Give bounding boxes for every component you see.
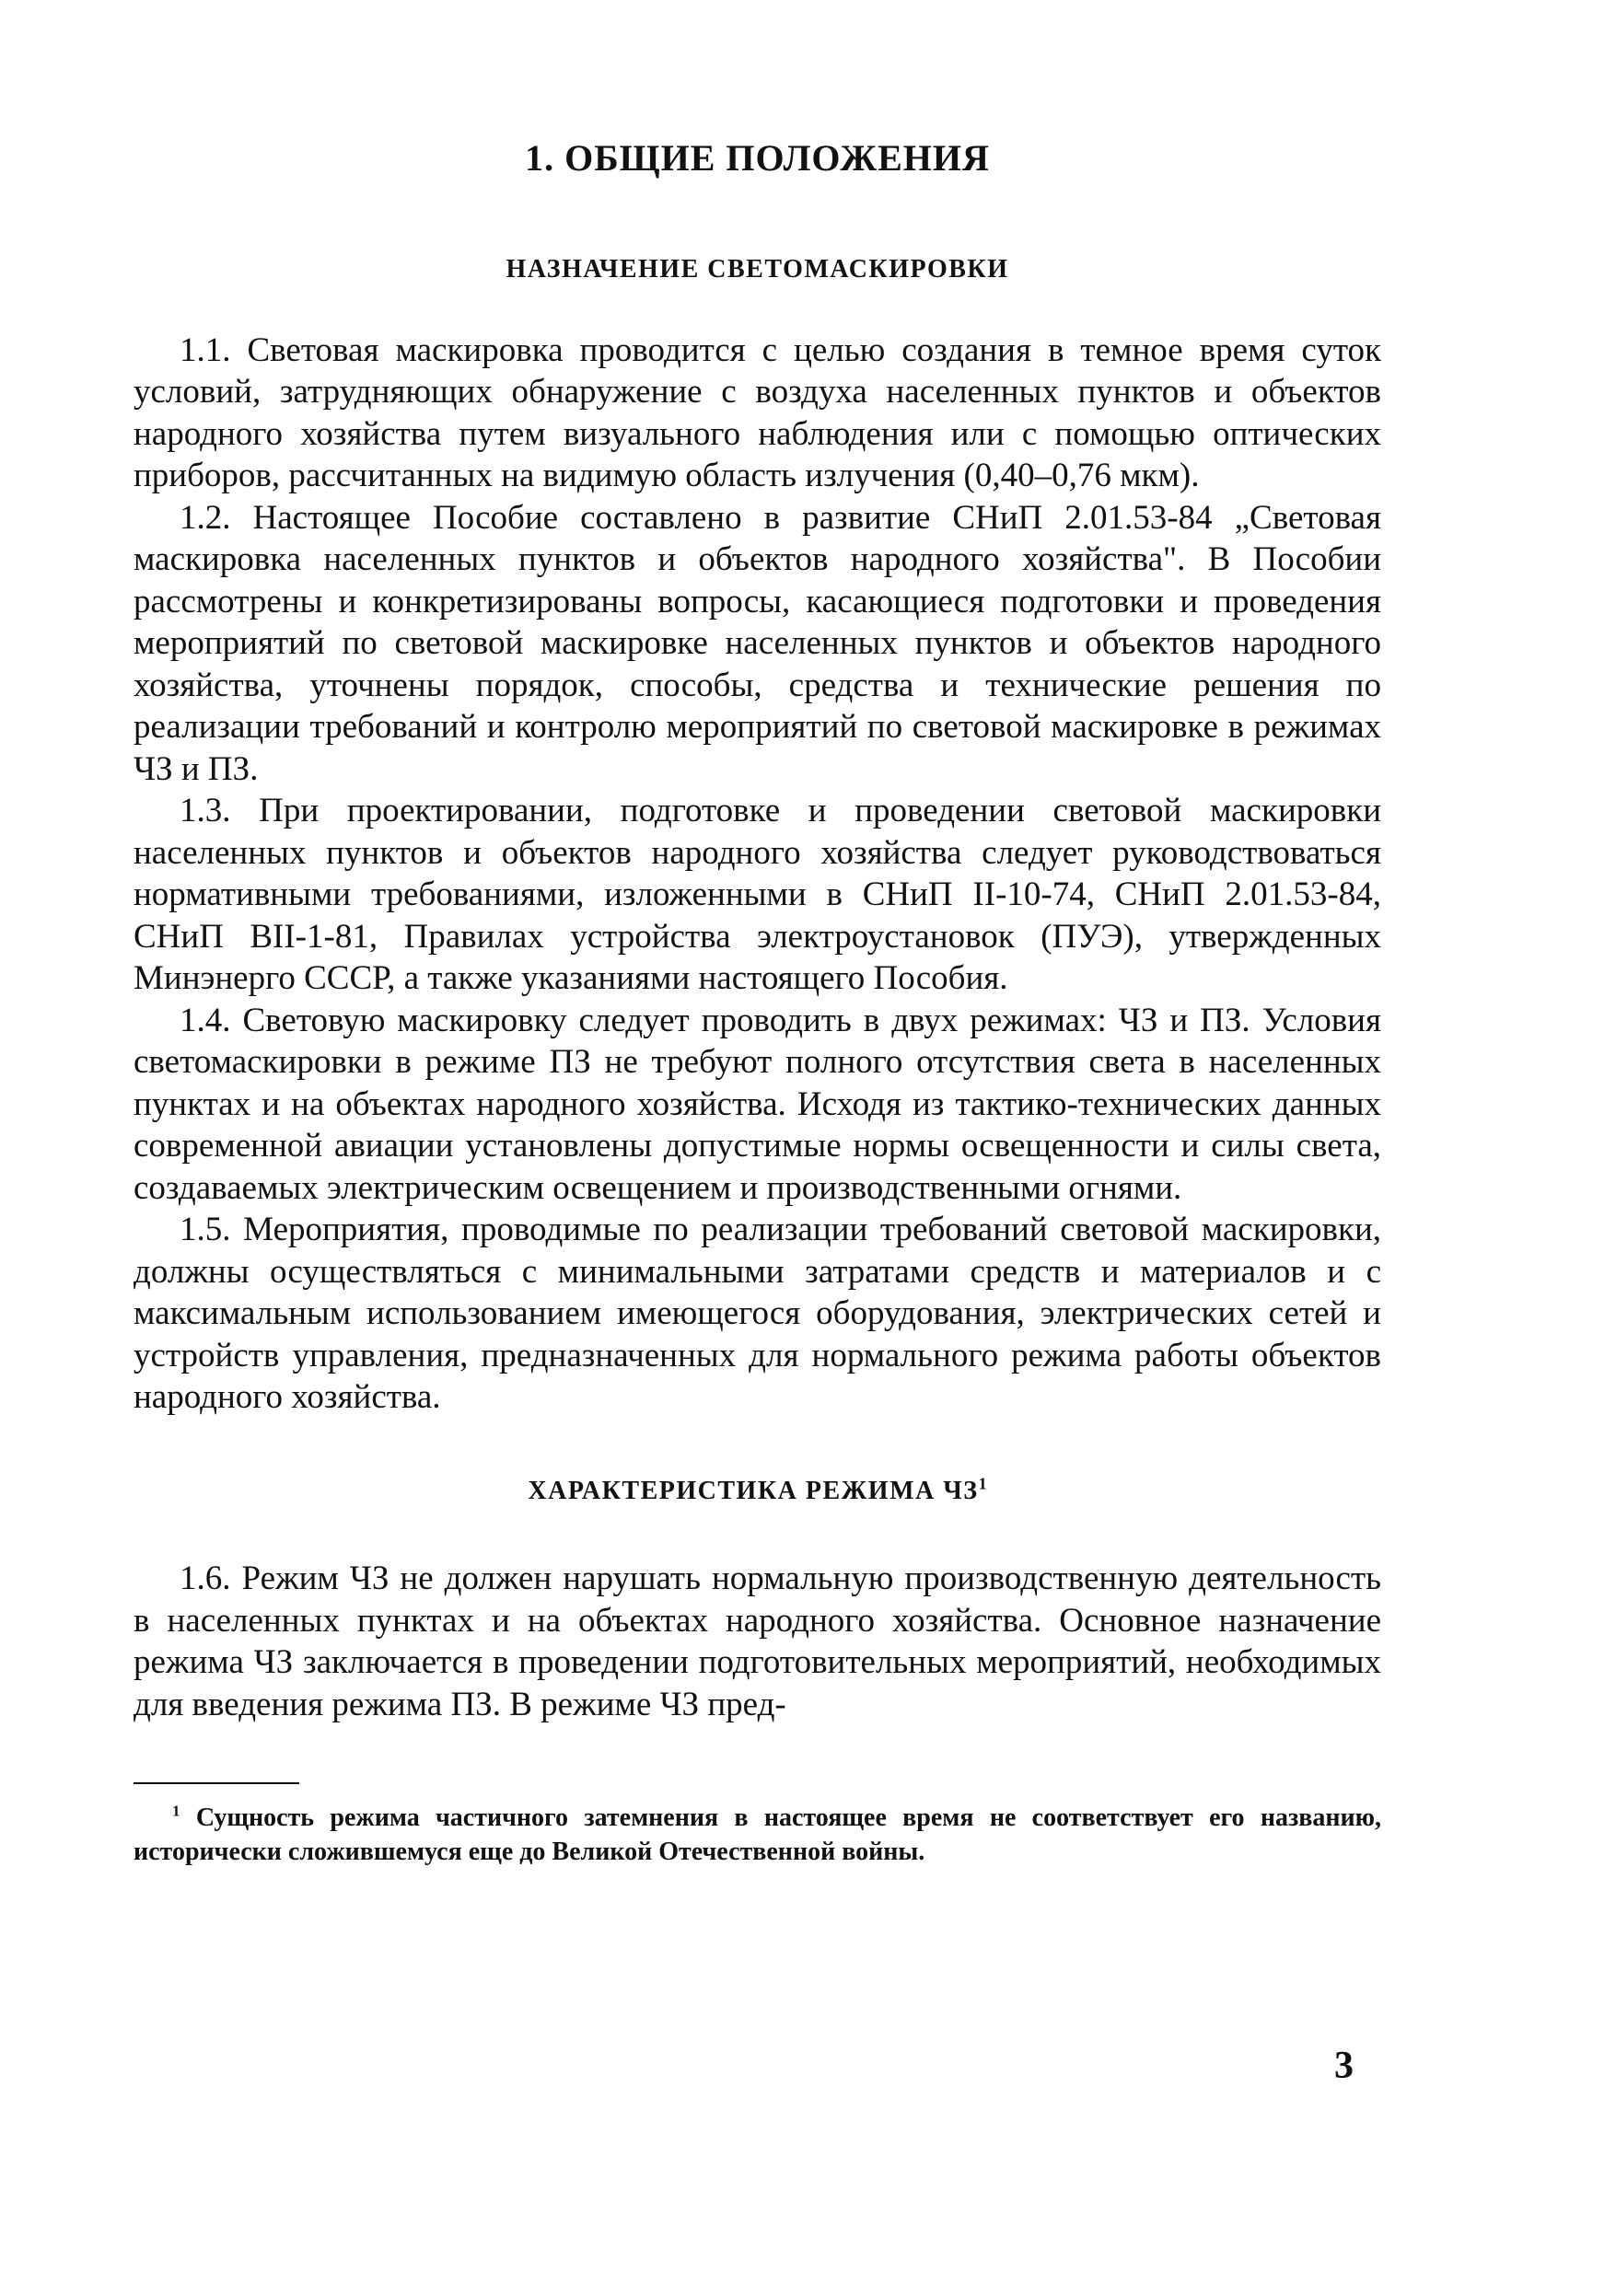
paragraph-1-6 <box>134 1558 1381 1725</box>
paragraph-text: Мероприятия, проводимые по реализации требований световой маскировки, должны осуществляться с минимальными затратами средств и материалов и с максимальным использованием имеющегося оборудования, электрических сетей и устройств управления, предназначенных для нормального режима работы объектов народного хозяйства. <box>134 1211 1381 1417</box>
paragraph-1-2 <box>134 497 1381 791</box>
footnote-reference: 1 <box>978 1474 987 1493</box>
footnote-text: Сущность режима частичного затемнения в настоящее время не соответствует его названию, исторически сложившемуся еще до Великой Отечественной войны. <box>134 1803 1382 1867</box>
footnote-divider <box>134 1782 299 1784</box>
paragraph-text: Световую маскировку следует проводить в двух режимах: ЧЗ и ПЗ. Условия светомаскировки в режиме ПЗ не требуют полного отсутствия света в населенных пунктах и на объектах народного хозяйства. Исходя из тактико-технических данных современной авиации установлены допустимые нормы освещенности и силы света, создаваемых электрическим освещением и производственными огнями. <box>134 1001 1381 1207</box>
footnote <box>134 1801 1381 1869</box>
paragraph-text: Световая маскировка проводится с целью создания в темное время суток условий, затрудняющих обнаружение с воздуха населенных пунктов и объектов народного хозяйства путем визуального наблюдения или с помощью оптических приборов, рассчитанных на видимую область излучения (0,40–0,76 мкм). <box>134 330 1382 495</box>
section-title-mode-cz <box>134 1476 1381 1507</box>
paragraph-text: При проектировании, подготовке и проведении световой маскировки населенных пунктов и объектов народного хозяйства следует руководствоваться нормативными требованиями, изложенными в СНиП II-10-74, СНиП 2.01.53-84, СНиП ВII-1-81, Правилах устройства электроустановок (ПУЭ), утвержденных Минэнерго СССР, а также указаниями настоящего Пособия. <box>134 792 1382 998</box>
section-title-purpose: НАЗНАЧЕНИЕ СВЕТОМАСКИРОВКИ <box>506 255 1009 284</box>
paragraph-number: 1.5. <box>180 1211 231 1249</box>
paragraph-number: 1.3. <box>180 792 231 830</box>
paragraph-number: 1.6. <box>180 1560 231 1598</box>
paragraph-text: Настоящее Пособие составлено в развитие СНиП 2.01.53-84 „Световая маскировка населенных пунктов и объектов народного хозяйства". В Пособии рассмотрены и конкретизированы вопросы, касающиеся подготовки и проведения мероприятий по световой маскировке населенных пунктов и объектов народного хозяйства, уточнены порядок, способы, средства и технические решения по реализации требований и контролю мероприятий по световой маскировке в режимах ЧЗ и ПЗ. <box>134 498 1381 788</box>
section-title-text: ХАРАКТЕРИСТИКА РЕЖИМА ЧЗ <box>528 1476 979 1505</box>
paragraph-number: 1.2. <box>180 498 231 537</box>
paragraph-1-1 <box>134 330 1381 497</box>
footnote-mark: 1 <box>172 1802 180 1820</box>
paragraph-number: 1.4. <box>180 1001 231 1039</box>
paragraph-1-4 <box>134 1000 1381 1210</box>
page-number: 3 <box>1334 2045 1354 2087</box>
paragraph-1-5 <box>134 1209 1381 1419</box>
paragraph-text: Режим ЧЗ не должен нарушать нормальную производственную деятельность в населенных пунктах и на объектах народного хозяйства. Основное назначение режима ЧЗ заключается в проведении подготовительных мероприятий, необходимых для введения режима ПЗ. В режиме ЧЗ пред- <box>134 1560 1382 1723</box>
document-page <box>134 138 1381 1869</box>
chapter-title: 1. ОБЩИЕ ПОЛОЖЕНИЯ <box>525 137 990 179</box>
paragraph-1-3 <box>134 790 1381 1000</box>
paragraph-number: 1.1. <box>180 330 231 369</box>
